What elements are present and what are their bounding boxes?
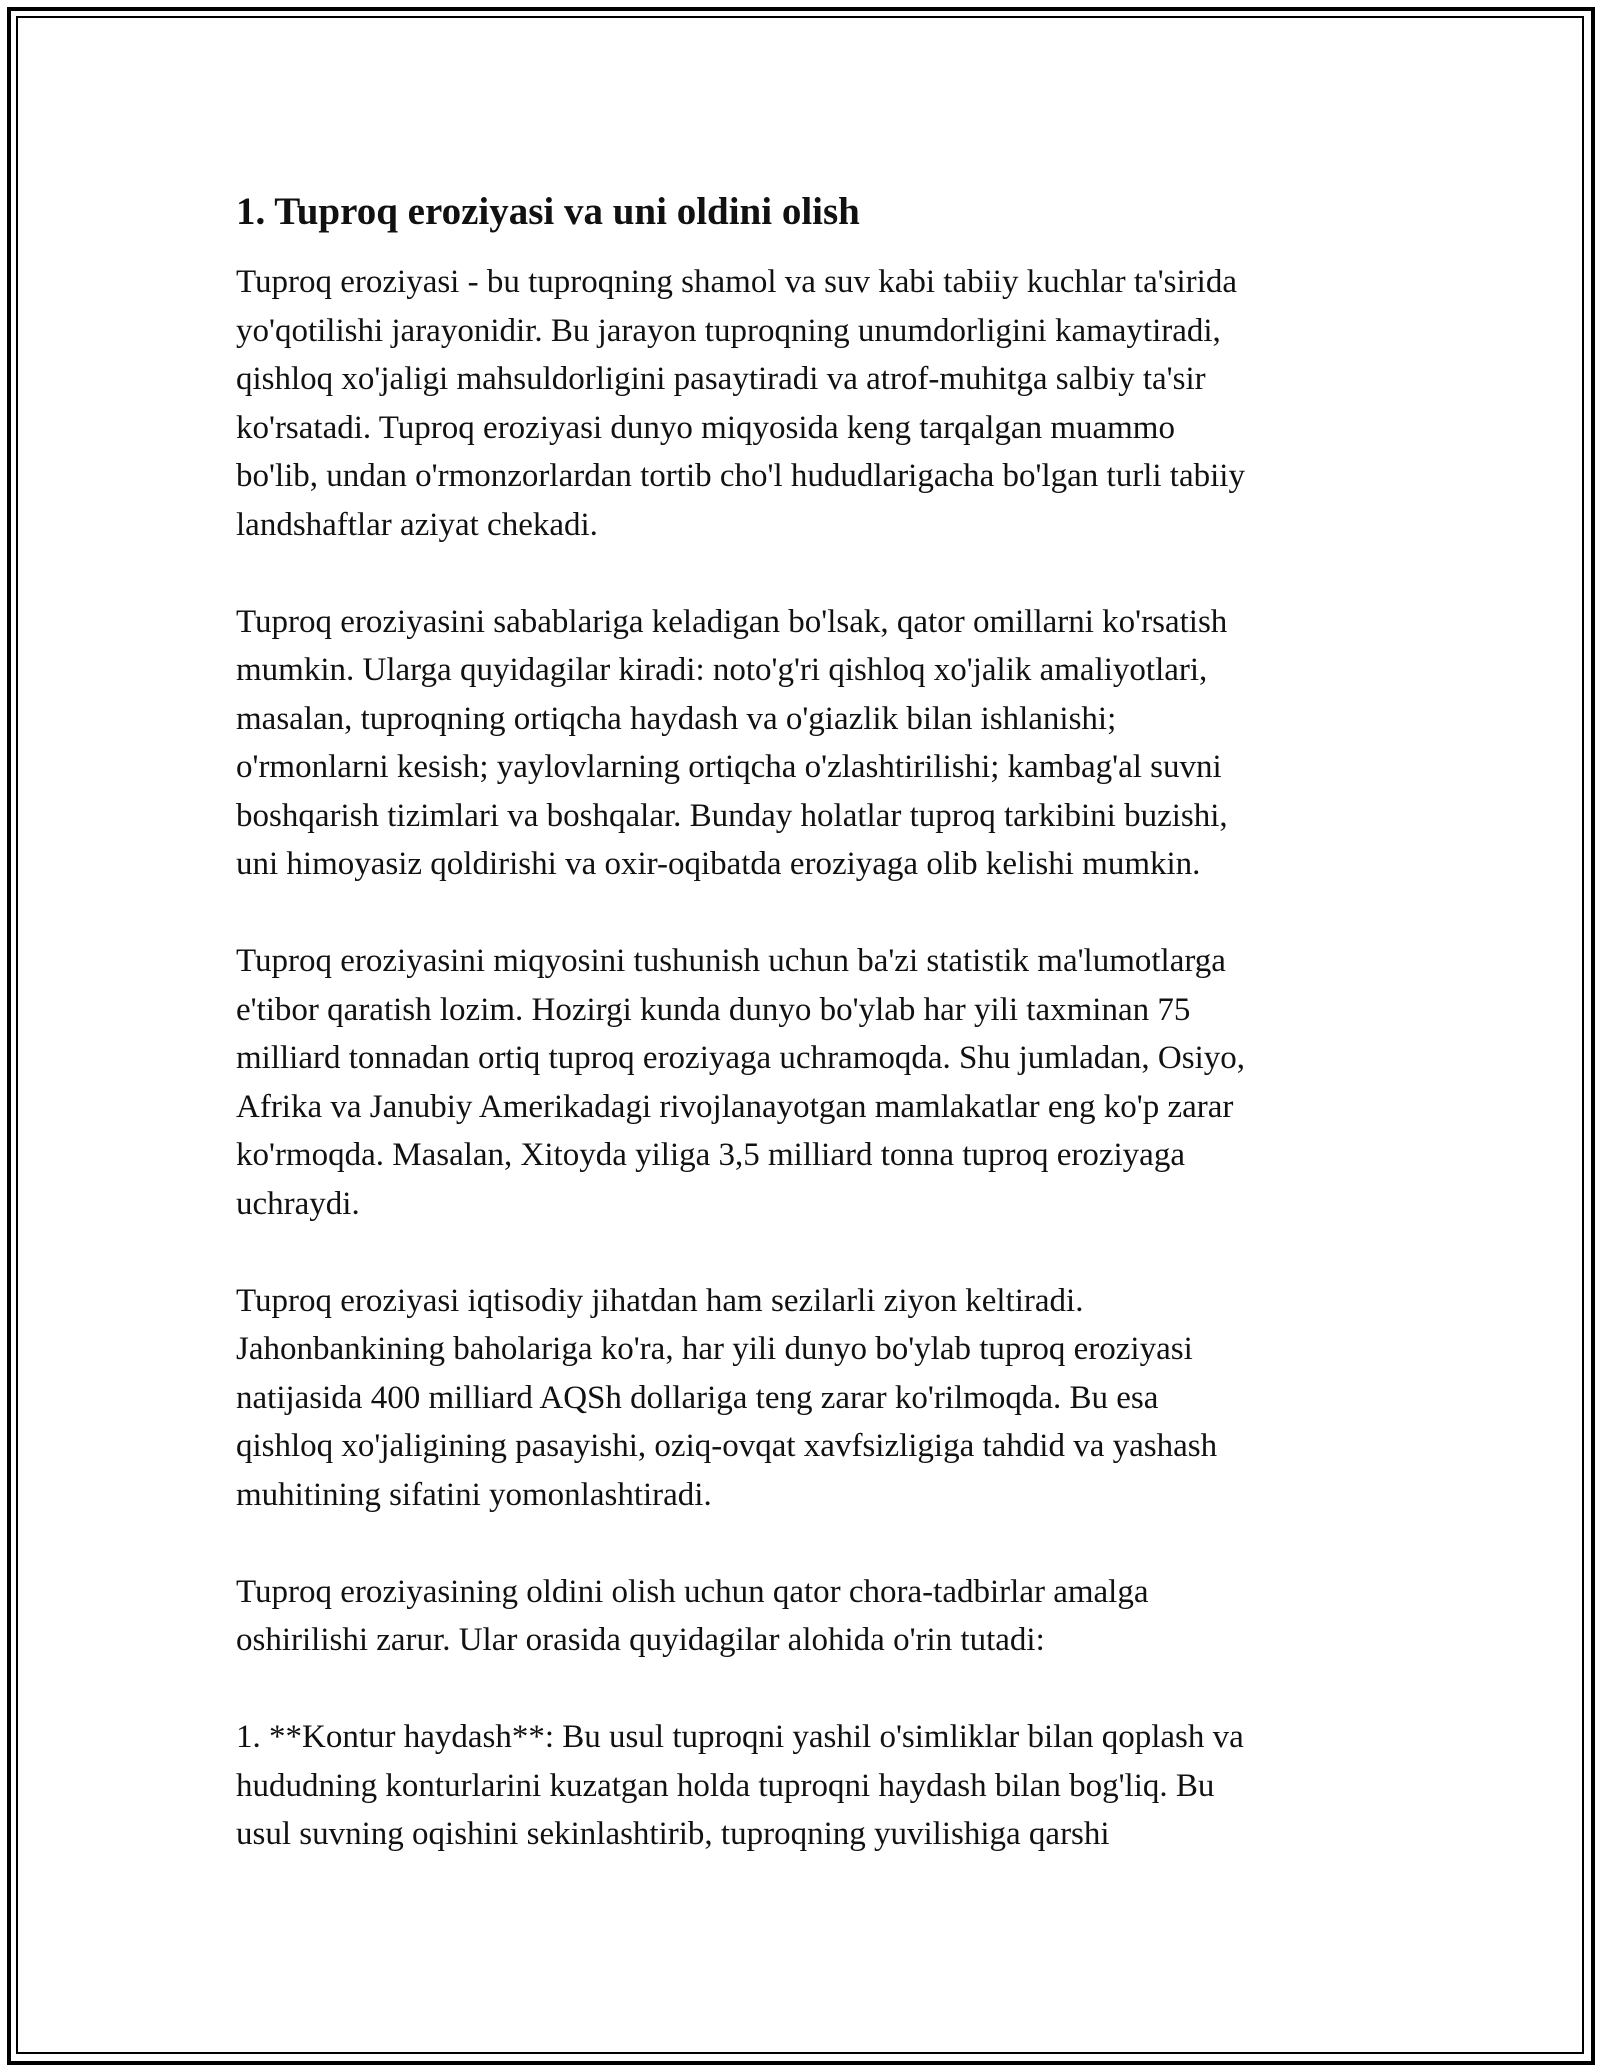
section-heading: 1. Tuproq eroziyasi va uni oldini olish (236, 190, 860, 233)
paragraph-contour-plowing: 1. **Kontur haydash**: Bu usul tuproqni yashil o'simliklar bilan qoplash va hududning konturlarini kuzatgan holda tuproqni haydash bilan bog'liq. Bu usul suvning oqishini sekinlashtirib, tuproqning yuvilishiga qarshi (236, 1719, 1244, 1852)
paragraph-definition: Tuproq eroziyasi - bu tuproqning shamol va suv kabi tabiiy kuchlar ta'sirida yo'qotilishi jarayonidir. Bu jarayon tuproqning unumdorligini kamaytiradi, qishloq xo'jaligi mahsuldorligini pasaytiradi va atrof-muhitga salbiy ta'sir ko'rsatadi. Tuproq eroziyasi dunyo miqyosida keng tarqalgan muammo bo'lib, undan o'rmonzorlardan tortib cho'l hududlarigacha bo'lgan turli tabiiy landshaftlar aziyat chekadi. (236, 264, 1245, 543)
paragraph-causes: Tuproq eroziyasini sabablariga keladigan bo'lsak, qator omillarni ko'rsatish mumkin. Ularga quyidagilar kiradi: noto'g'ri qishloq xo'jalik amaliyotlari, masalan, tuproqning ortiqcha haydash va o'giazlik bilan ishlanishi; o'rmonlarni kesish; yaylovlarning ortiqcha o'zlashtirilishi; kambag'al suvni boshqarish tizimlari va boshqalar. Bunday holatlar tuproq tarkibini buzishi, uni himoyasiz qoldirishi va oxir-oqibatda eroziyaga olib kelishi mumkin. (236, 603, 1228, 882)
paragraph-statistics: Tuproq eroziyasini miqyosini tushunish uchun ba'zi statistik ma'lumotlarga e'tibor qaratish lozim. Hozirgi kunda dunyo bo'ylab har yili taxminan 75 milliard tonnadan ortiq tuproq eroziyaga uchramoqda. Shu jumladan, Osiyo, Afrika va Janubiy Amerikadagi rivojlanayotgan mamlakatlar eng ko'p zarar ko'rmoqda. Masalan, Xitoyda yiliga 3,5 milliard tonna tuproq eroziyaga uchraydi. (236, 943, 1246, 1222)
paragraph-prevention-intro: Tuproq eroziyasining oldini olish uchun qator chora-tadbirlar amalga oshirilishi zarur. Ular orasida quyidagilar alohida o'rin tutadi: (236, 1573, 1149, 1658)
document-body (236, 186, 1366, 1859)
paragraph-economic-impact: Tuproq eroziyasi iqtisodiy jihatdan ham sezilarli ziyon keltiradi. Jahonbankining baholariga ko'ra, har yili dunyo bo'ylab tuproq eroziyasi natijasida 400 milliard AQSh dollariga teng zarar ko'rilmoqda. Bu esa qishloq xo'jaligining pasayishi, oziq-ovqat xavfsizligiga tahdid va yashash muhitining sifatini yomonlashtiradi. (236, 1282, 1218, 1513)
